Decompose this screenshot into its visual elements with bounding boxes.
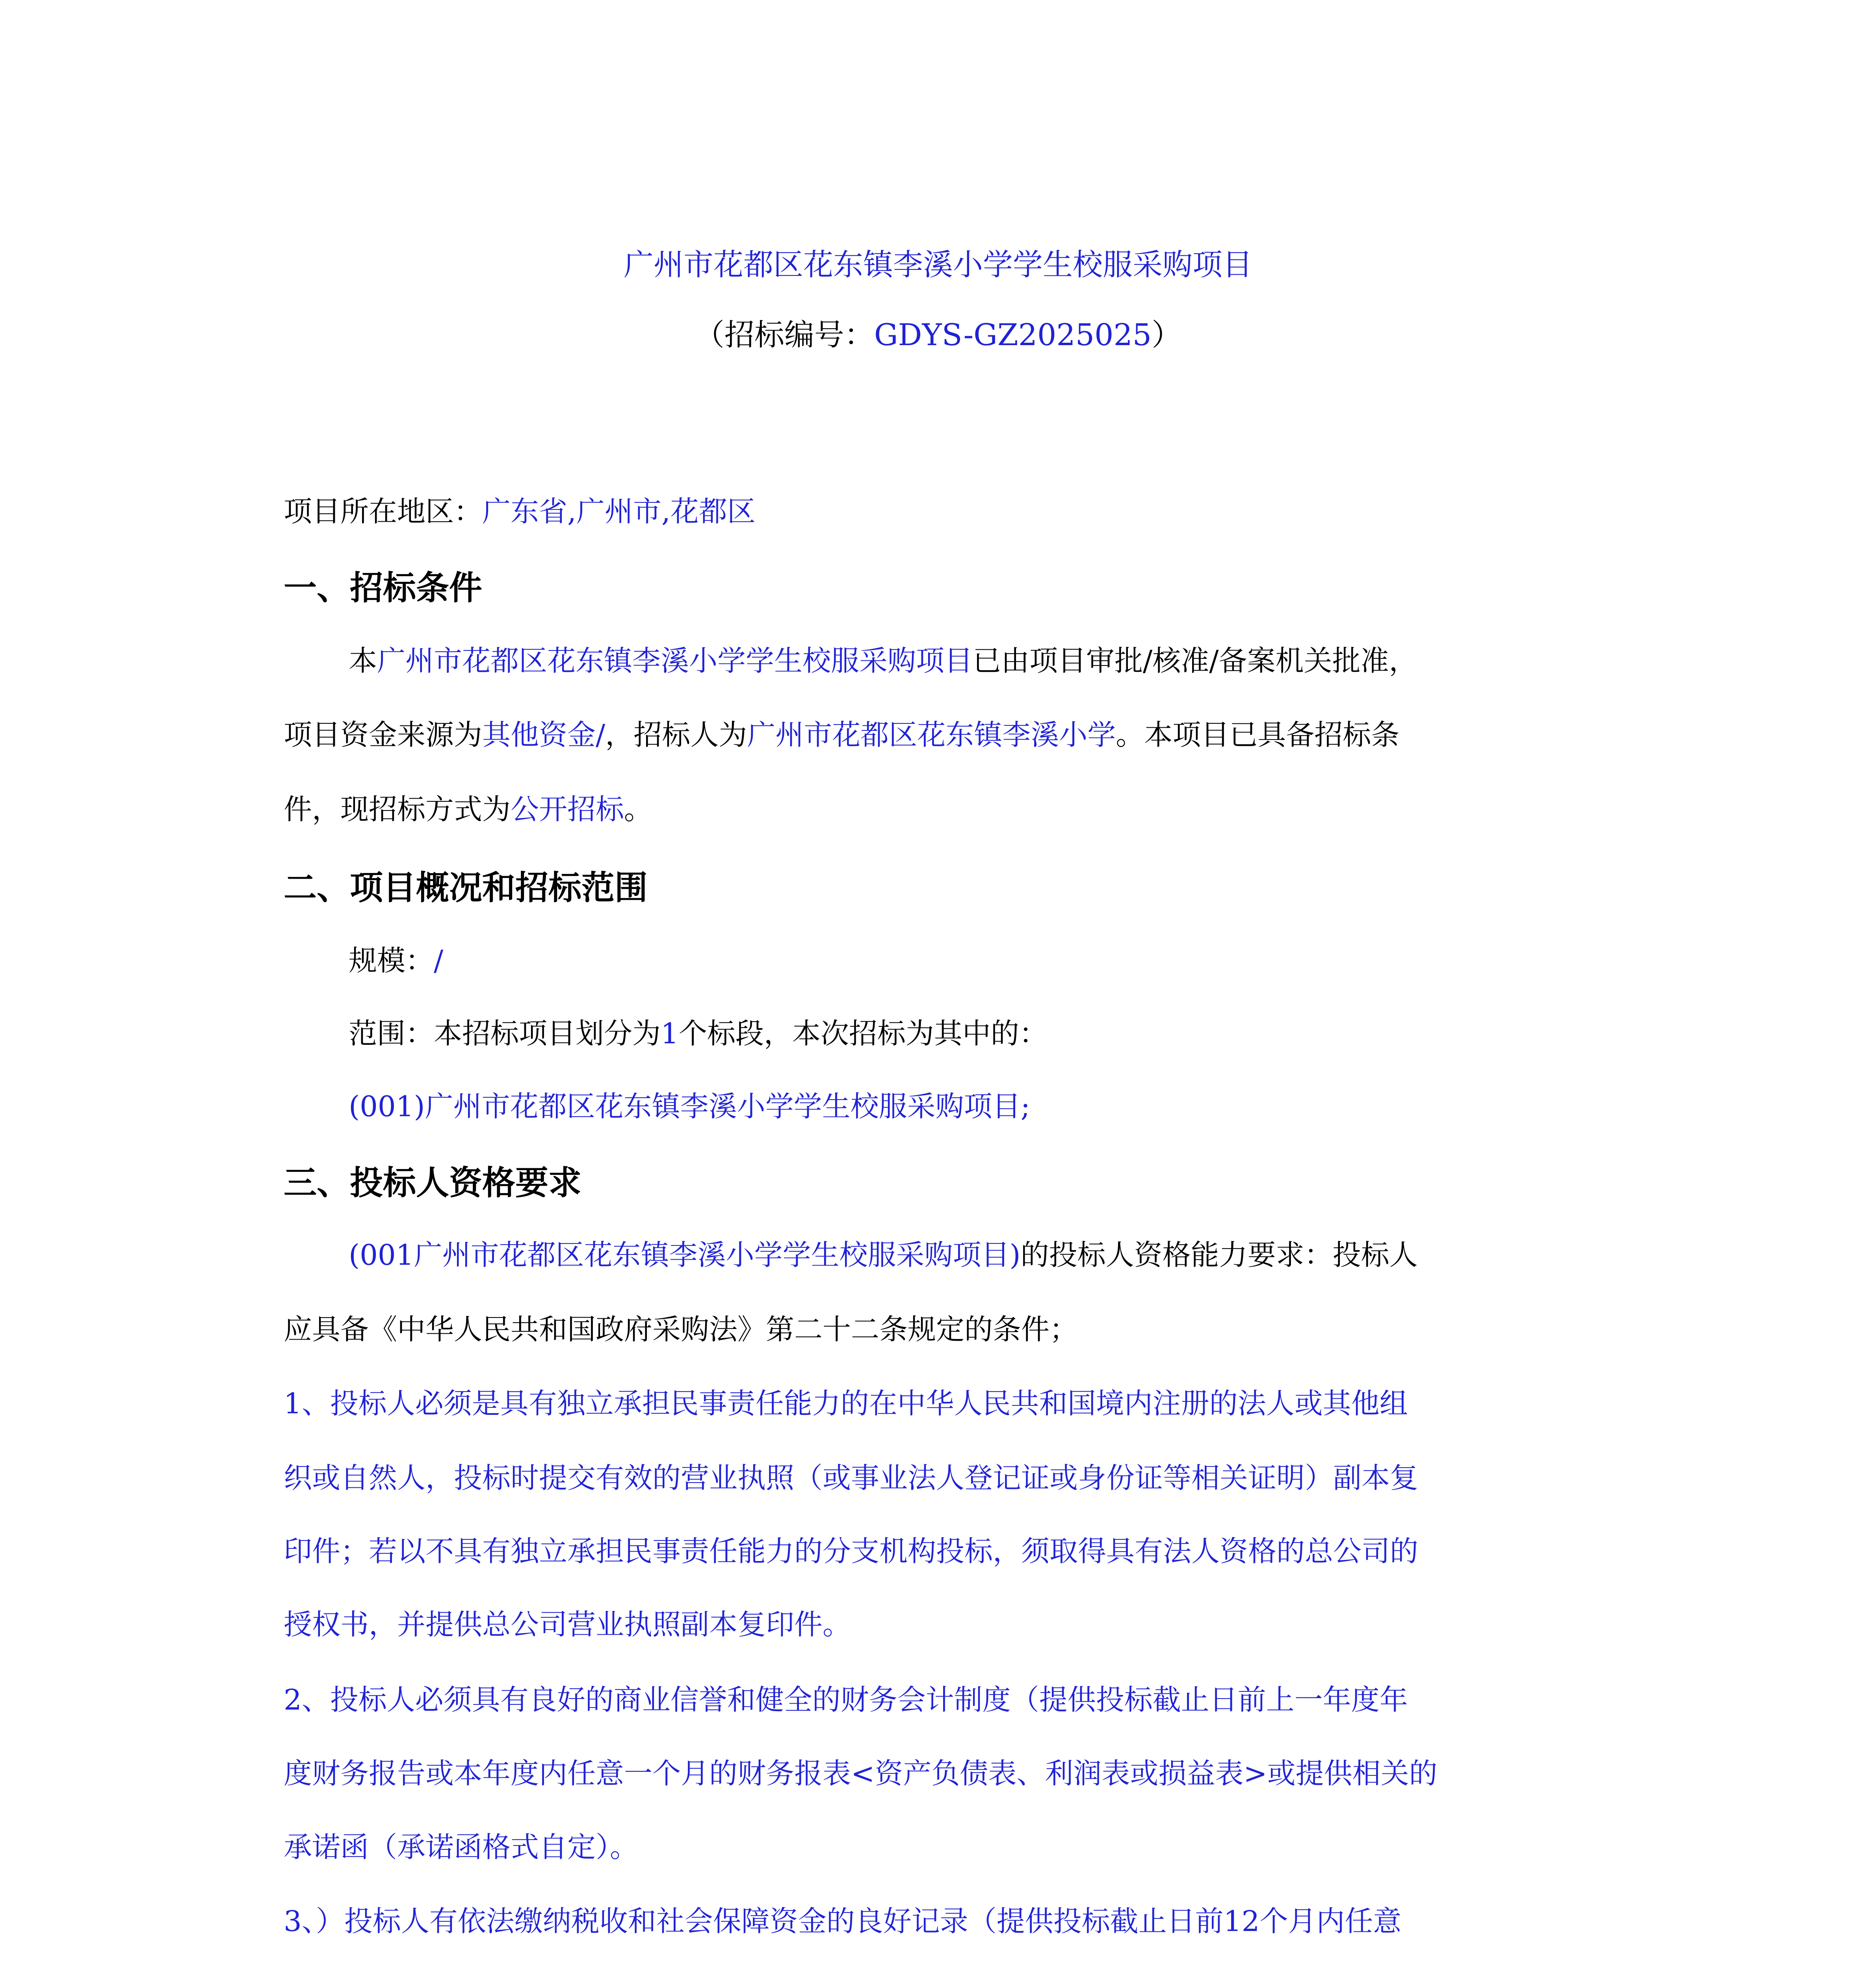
- section1-paragraph-line: 件，现招标方式为公开招标。: [284, 793, 653, 826]
- tender-number: GDYS-GZ2025025: [874, 317, 1152, 352]
- scope-line: 范围：本招标项目划分为1个标段，本次招标为其中的：: [349, 1017, 1048, 1050]
- requirement-3-line: 3、）投标人有依法缴纳税收和社会保障资金的良好记录（提供投标截止日前12个月内任意: [284, 1905, 1402, 1938]
- lot-reference: (001广州市花都区花东镇李溪小学学生校服采购项目): [349, 1238, 1021, 1271]
- requirement-1-line: 1、投标人必须是具有独立承担民事责任能力的在中华人民共和国境内注册的法人或其他组: [284, 1387, 1408, 1420]
- tender-number-line: （招标编号：GDYS-GZ2025025）: [694, 317, 1182, 352]
- project-name: 广州市花都区花东镇李溪小学学生校服采购项目: [377, 644, 973, 677]
- requirement-2-line: 承诺函（承诺函格式自定）。: [284, 1831, 639, 1864]
- fund-source: 其他资金/: [482, 718, 606, 751]
- qualification-intro-line: (001广州市花都区花东镇李溪小学学生校服采购项目)的投标人资格能力要求：投标人: [349, 1238, 1418, 1271]
- section-heading-1: 一、招标条件: [284, 569, 483, 607]
- tender-method: 公开招标: [511, 793, 624, 826]
- scale-line: 规模：/: [349, 944, 444, 977]
- requirement-2-line: 度财务报告或本年度内任意一个月的财务报表<资产负债表、利润表或损益表>或提供相关的: [284, 1757, 1438, 1790]
- lot-count: 1: [661, 1017, 679, 1050]
- section1-paragraph-line: 项目资金来源为其他资金/，招标人为广州市花都区花东镇李溪小学。本项目已具备招标条: [284, 718, 1400, 751]
- qualification-intro-line: 应具备《中华人民共和国政府采购法》第二十二条规定的条件；: [284, 1313, 1078, 1346]
- lot-item: (001)广州市花都区花东镇李溪小学学生校服采购项目;: [349, 1090, 1030, 1123]
- tenderer-name: 广州市花都区花东镇李溪小学: [747, 718, 1116, 751]
- section-heading-2: 二、项目概况和招标范围: [284, 868, 648, 907]
- requirement-1-line: 授权书，并提供总公司营业执照副本复印件。: [284, 1608, 851, 1641]
- section-heading-3: 三、投标人资格要求: [284, 1163, 582, 1202]
- document-title: 广州市花都区花东镇李溪小学学生校服采购项目: [624, 247, 1252, 282]
- requirement-2-line: 2、投标人必须具有良好的商业信誉和健全的财务会计制度（提供投标截止日前上一年度年: [284, 1683, 1408, 1716]
- scale-value: /: [434, 944, 444, 977]
- requirement-1-line: 织或自然人，投标时提交有效的营业执照（或事业法人登记证或身份证等相关证明）副本复: [284, 1461, 1419, 1494]
- section1-paragraph-line: 本广州市花都区花东镇李溪小学学生校服采购项目已由项目审批/核准/备案机关批准，: [349, 644, 1417, 677]
- location-value: 广东省,广州市,花都区: [482, 495, 756, 528]
- requirement-1-line: 印件；若以不具有独立承担民事责任能力的分支机构投标，须取得具有法人资格的总公司的: [284, 1535, 1419, 1568]
- project-location: 项目所在地区：广东省,广州市,花都区: [284, 495, 756, 528]
